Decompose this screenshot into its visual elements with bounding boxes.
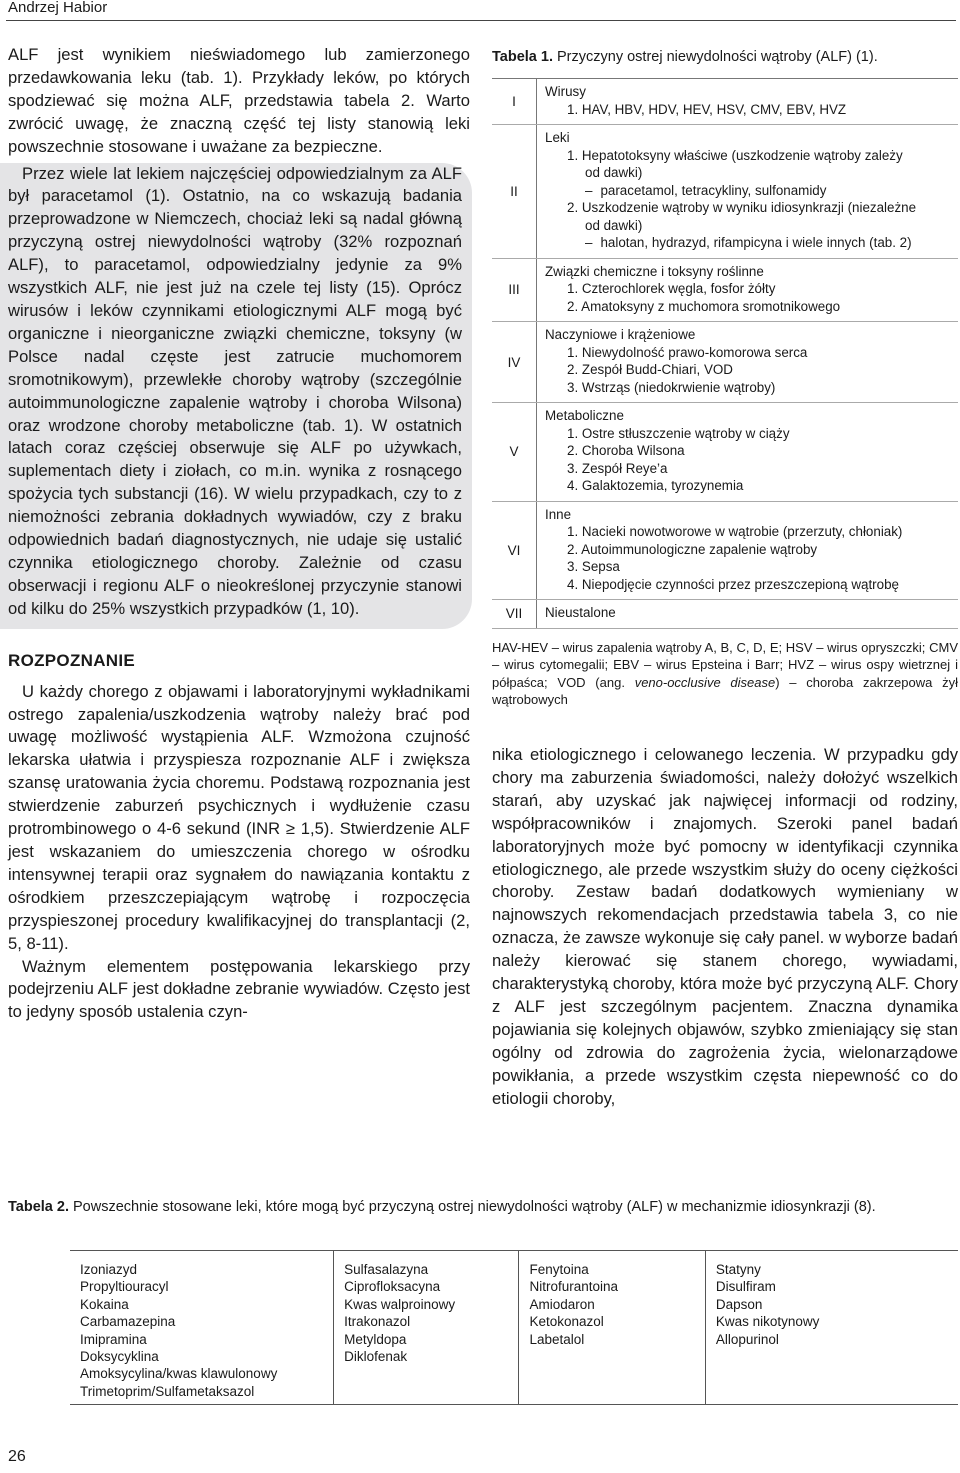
table-2-drug: Doksycyklina (80, 1349, 159, 1365)
table-2-drug: Diklofenak (344, 1349, 408, 1365)
left-column (8, 44, 470, 1024)
table-1-item: 2. Zespół Budd-Chiari, VOD (567, 362, 733, 377)
table-1-item: od dawki) (585, 165, 643, 180)
table-1-row-number: VII (505, 606, 523, 622)
table-2-drug: Fenytoina (529, 1262, 589, 1277)
table-1-footnote: HAV-HEV – wirus zapalenia wątroby A, B, C, D, E; HSV – wirus opryszczki; CMV – wirus cytomegalii; EBV – wirus Epsteina i Barr; HVZ – wirus ospy wietrznej i półpaśca; VOD (ang. veno-occlusive disease) – choroba zakrzepowa żył wątrobowych (492, 639, 958, 707)
table-1-item: – halotan, hydrazyd, rifampicyna i wiele innych (tab. 2) (545, 234, 958, 252)
table-1-row-content (536, 502, 958, 600)
table-1-row-title: Inne (545, 506, 572, 522)
table-1-row-title: Nieustalone (545, 605, 616, 620)
table-2-drug: Dapson (715, 1296, 763, 1312)
shaded-box (0, 163, 472, 629)
paragraph-4: Ważnym elementem postępowania lekarskiego przy podejrzeniu ALF jest dokładne zebranie wywiadów. Często jest to jedyny sposób ustalenia czyn- (8, 956, 470, 1022)
paragraph-3: U każdy chorego z objawami i laboratoryjnymi wykładnikami ostrego zapalenia/uszkodzenia wątroby należy brać pod uwagę możliwość wystąpienia ALF. Wzmożona czujność lekarska ułatwia i przyspiesza rozpoznanie ALF i zwiększa szansę uratowania życia choremu. Podstawą rozpoznania jest stwierdzenie zaburzeń psychicznych i wydłużenie czasu protrombinowego o 4-6 sekund (INR ≥ 1,5). Stwierdzenie ALF jest wskazaniem do umieszczenia chorego w ośrodku intensywnej terapii oraz sygnałem do nawiązania kontaktu z ośrodkiem przeszczepiającym wątrobę i rozpoczęcia przyspieszonej procedury kwalifikacyjnej do transplantacji (2, 5, 8-11). (8, 681, 470, 953)
table-1-row (492, 125, 958, 259)
table-2-drug: Itrakonazol (344, 1314, 411, 1330)
table-1-item: 3. Wstrząs (niedokrwienie wątroby) (567, 379, 776, 395)
table-1-row-content (536, 259, 958, 322)
table-1-row-content (536, 403, 958, 501)
table-1-row (492, 403, 958, 502)
table-2-column (333, 1251, 518, 1404)
table-1-row-title: Związki chemiczne i toksyny roślinne (545, 263, 764, 279)
right-paragraph-1: nika etiologicznego i celowanego leczenia. W przypadku gdy chory ma zaburzenia świadomości, należy dołożyć wszelkich starań, aby uzyskać jak najwięcej informacji od rodziny, współpracowników i znajomych. Szeroki panel badań laboratoryjnych może być pomocny w identyfikacji czynnika etiologicznego, ale przede wszystkim służy do oceny ciężkości choroby. Zestaw badań dodatkowych wymieniany w najnowszych rekomendacjach przedstawia tabela 3, co nie oznacza, że zawsze wykonuje się cały panel. w wyborze badań należy kierować się stanem chorego, wywiadami, charakterystyką choroby, która może być przyczyną ALF. Chory z ALF jest szczególnym pacjentem. Znaczna dynamika pojawiania się kolejnych objawów, szybko zmieniający się stan ogólny od zdrowia do zagrożenia życia, wielonarządowe powikłania, a przede wszystkim częsta niepewność co do etiologii choroby, (492, 745, 958, 1108)
table-2-drug: Trimetoprim/Sulfametaksazol (80, 1383, 255, 1399)
table-2 (70, 1250, 958, 1405)
table-2-drug: Carbamazepina (80, 1314, 176, 1330)
table-1-row (492, 78, 958, 125)
table-2-drug: Kwas nikotynowy (715, 1314, 820, 1330)
table-2-drug: Amoksycylina/kwas klawulonowy (80, 1366, 278, 1382)
table-2-drug: Metyldopa (344, 1331, 407, 1347)
table-2-drug: Propyltiouracyl (80, 1279, 169, 1295)
table-2-column (70, 1251, 333, 1404)
table-2-drug: Disulfiram (715, 1279, 776, 1295)
table-1-item: 2. Autoimmunologiczne zapalenie wątroby (567, 541, 818, 557)
paragraph-2: Przez wiele lat lekiem najczęściej odpowiedzialnym za ALF był paracetamol (1). Ostatnio, na co wskazują badania przeprowadzone w Niemczech, chociaż leki są nadal główną przyczyną ostrej niewydolności wątroby (32% rozpoznań ALF), to paracetamol, odpowiedzialny jedynie za 9% wszystkich ALF, nie jest już na czele tej listy (15). Oprócz wirusów i leków czynnikami etiologicznymi ALF mogą być organiczne i nieorganiczne związki chemiczne, toksyny (w Polsce nadal częste jest zatrucie muchomorem sromotnikowym), przewlekłe choroby wątroby (szczególnie autoimmunologiczne zapalenie wątroby i choroba Wilsona) oraz wrodzone choroby metaboliczne (tab. 1). W ostatnich latach coraz częściej obserwuje się ALF po używkach, suplementach diety i ziołach, co m.in. wynika z rosnącego spożycia tych substancji (16). W wielu przypadkach, czy to z niemożności zebrania dokładnych wywiadów, czy z braku odpowiednich badań diagnostycznych, nie udaje się ustalić czynnika etiologicznego choroby. Zależnie od czasu obserwacji i regionu ALF o nieokreślonej przyczynie stanowi od kilku do 25% wszystkich przypadków (1, 10). (8, 163, 462, 618)
table-2-drug: Kokaina (80, 1296, 129, 1312)
table-2-drug: Kwas walproinowy (344, 1296, 456, 1312)
table-1-row-number: II (510, 183, 518, 199)
table-2-column (705, 1251, 958, 1404)
table-2-drug: Amiodaron (529, 1296, 595, 1312)
table-2-caption: Tabela 2. Powszechnie stosowane leki, które mogą być przyczyną ostrej niewydolności wątroby (ALF) w mechanizmie idiosynkrazji (8). (8, 1199, 876, 1215)
table-1-item: 1. HAV, HBV, HDV, HEV, HSV, CMV, EBV, HVZ (567, 101, 847, 117)
table-2-drug: Izoniazyd (80, 1262, 138, 1277)
table-1-row (492, 259, 958, 323)
table-1-item: 1. Ostre stłuszczenie wątroby w ciąży (567, 425, 790, 441)
table-1-row-number: I (512, 94, 516, 109)
table-1-row-title: Wirusy (545, 84, 586, 99)
table-2-drug: Nitrofurantoina (529, 1279, 619, 1295)
table-1-row-title: Leki (545, 130, 570, 145)
table-1-item: 2. Choroba Wilsona (567, 443, 685, 458)
running-header (6, 0, 956, 21)
table-2-drug: Statyny (715, 1262, 761, 1277)
table-1-item: 4. Galaktozemia, tyrozynemia (567, 478, 744, 493)
table-1-row-title: Metaboliczne (545, 408, 624, 423)
table-1-row-number: VI (507, 542, 521, 558)
table-1-item: 1. Niewydolność prawo-komorowa serca (567, 344, 808, 360)
table-1-body (492, 78, 958, 629)
table-1-item: 3. Zespół Reye’a (567, 460, 668, 476)
table-2-drug: Allopurinol (715, 1331, 779, 1347)
table-1-row-title: Naczyniowe i krążeniowe (545, 327, 696, 342)
section-title-rozpoznanie: ROZPOZNANIE (8, 650, 136, 670)
table-1-row-content (536, 79, 958, 124)
table-2-drug: Ketokonazol (529, 1314, 604, 1330)
table-1-item: od dawki) (585, 217, 643, 233)
author-name: Andrzej Habior (8, 0, 108, 16)
page-number: 26 (8, 1448, 26, 1465)
table-1-item: 1. Nacieki nowotworowe w wątrobie (przerzuty, chłoniak) (567, 524, 903, 539)
table-1-row (492, 502, 958, 601)
table-1-row-content (536, 600, 958, 628)
table-1-row-number: III (508, 282, 520, 298)
table-1-item: 2. Uszkodzenie wątroby w wyniku idiosynkrazji (niezależne (567, 200, 917, 215)
table-2-drug: Imipramina (80, 1331, 147, 1347)
table-1-row-content (536, 322, 958, 402)
table-2-drug: Labetalol (529, 1331, 585, 1347)
table-1-row-content (536, 125, 958, 258)
paragraph-1: ALF jest wynikiem nieświadomego lub zamierzonego przedawkowania leku (tab. 1). Przykłady leków, po których spodziewać się można ALF, przedstawia tabela 2. Warto zwrócić uwagę, że znaczną część tej listy stanowią leki powszechnie stosowane i uważane za bezpieczne. (8, 45, 470, 156)
table-1-row (492, 600, 958, 629)
table-1-item: – paracetamol, tetracykliny, sulfonamidy (545, 182, 958, 200)
table-1-row-number: IV (507, 354, 521, 370)
table-2-drug: Ciprofloksacyna (344, 1279, 441, 1295)
right-column (492, 744, 958, 1111)
table-1-item: 1. Czterochlorek węgla, fosfor żółty (567, 281, 776, 296)
table-1-item: 1. Hepatotoksyny właściwe (uszkodzenie wątroby zależy (567, 147, 903, 163)
table-1-row (492, 322, 958, 403)
table-1 (492, 48, 958, 722)
table-1-row-number: V (509, 444, 519, 460)
table-1-item: 2. Amatoksyny z muchomora sromotnikowego (567, 298, 841, 314)
table-1-item: 4. Niepodjęcie czynności przez przeszczepioną wątrobę (567, 576, 899, 592)
table-1-caption: Tabela 1. Przyczyny ostrej niewydolności wątroby (ALF) (1). (492, 49, 878, 65)
table-1-item: 3. Sepsa (567, 559, 620, 574)
table-2-column (518, 1251, 704, 1404)
table-2-drug: Sulfasalazyna (344, 1262, 429, 1277)
